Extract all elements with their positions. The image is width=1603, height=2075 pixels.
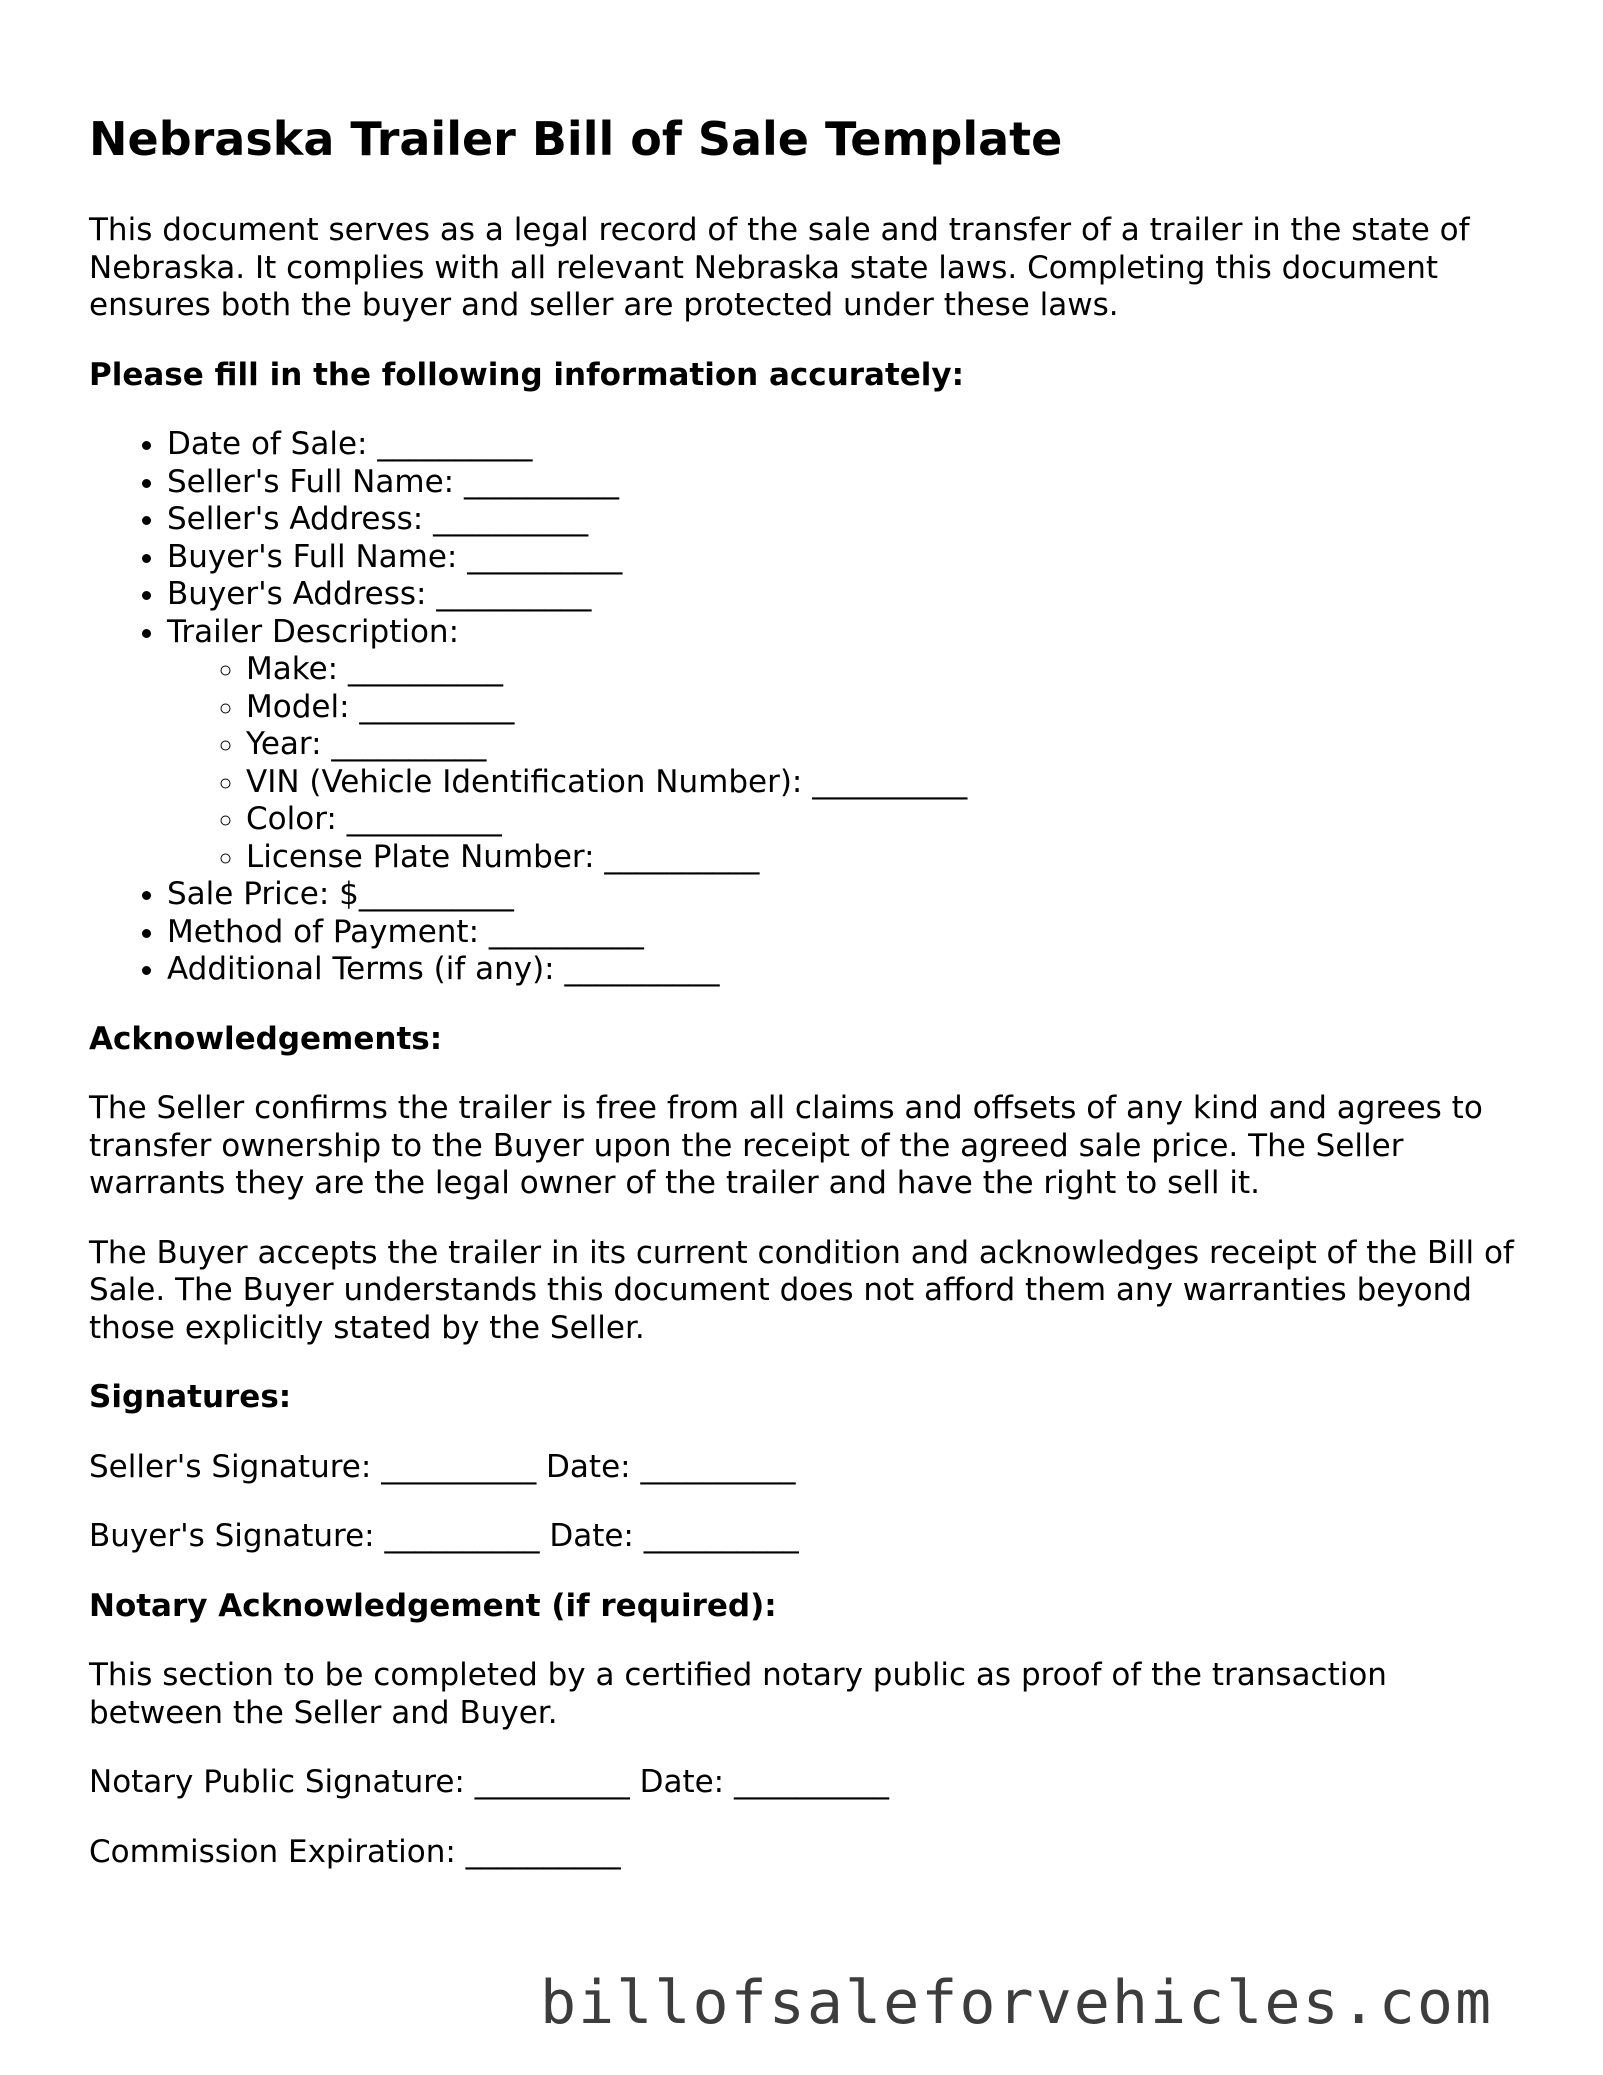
document-title: Nebraska Trailer Bill of Sale Template <box>89 112 1063 166</box>
buyer-acknowledgement: The Buyer accepts the trailer in its current condition and acknowledges receipt of the Bill of Sale. The Buyer understands this document does not afford them any warranties beyond those explicitly stated by the Seller. <box>89 1234 1514 1346</box>
field-seller-address: • Seller's Address: __________ <box>167 501 1529 539</box>
commission-expiration-line: Commission Expiration: __________ <box>89 1833 621 1870</box>
field-sale-price: • Sale Price: $__________ <box>167 876 1529 914</box>
license-plate-blank[interactable]: __________ <box>604 838 760 875</box>
acknowledgements-heading: Acknowledgements: <box>89 1020 443 1057</box>
notary-date-blank[interactable]: __________ <box>733 1764 889 1800</box>
model-blank[interactable]: __________ <box>359 688 515 725</box>
buyer-name-blank[interactable]: __________ <box>467 538 623 575</box>
field-buyer-address: • Buyer's Address: __________ <box>167 576 1529 614</box>
website-watermark: billofsaleforvehicles.com <box>540 1968 1494 2038</box>
date-of-sale-blank[interactable]: __________ <box>377 426 533 462</box>
vin-blank[interactable]: __________ <box>812 763 968 800</box>
buyer-address-blank[interactable]: __________ <box>436 576 592 612</box>
field-license-plate: ◦ License Plate Number: __________ <box>246 839 1529 877</box>
sale-price-blank[interactable]: __________ <box>358 876 514 912</box>
notary-heading: Notary Acknowledgement (if required): <box>89 1587 777 1624</box>
fill-heading: Please fill in the following information accurately: <box>89 356 965 393</box>
buyer-date-blank[interactable]: __________ <box>643 1518 799 1554</box>
seller-name-blank[interactable]: __________ <box>463 463 619 500</box>
payment-method-blank[interactable]: __________ <box>488 913 644 950</box>
field-buyer-name: • Buyer's Full Name: __________ <box>167 539 1529 577</box>
color-blank[interactable]: __________ <box>346 801 502 837</box>
signatures-heading: Signatures: <box>89 1379 292 1415</box>
trailer-description-list <box>167 651 1529 876</box>
year-blank[interactable]: __________ <box>331 726 487 762</box>
field-date-of-sale: • Date of Sale: __________ <box>167 426 1529 464</box>
seller-signature-line: Seller's Signature: __________ Date: __________ <box>89 1448 796 1485</box>
buyer-signature-line: Buyer's Signature: __________ Date: __________ <box>89 1518 799 1554</box>
field-make: ◦ Make: __________ <box>246 651 1529 689</box>
document-page <box>89 104 1529 1903</box>
make-blank[interactable]: __________ <box>347 651 503 687</box>
seller-address-blank[interactable]: __________ <box>433 501 589 537</box>
notary-signature-line: Notary Public Signature: __________ Date: __________ <box>89 1764 889 1800</box>
field-additional-terms: • Additional Terms (if any): __________ <box>167 951 1529 989</box>
seller-signature-blank[interactable]: __________ <box>381 1448 537 1485</box>
field-list <box>89 426 1529 989</box>
field-seller-name: • Seller's Full Name: __________ <box>167 464 1529 502</box>
field-color: ◦ Color: __________ <box>246 801 1529 839</box>
field-payment-method: • Method of Payment: __________ <box>167 914 1529 952</box>
seller-acknowledgement: The Seller confirms the trailer is free from all claims and offsets of any kind and agrees to transfer ownership to the Buyer upon the receipt of the agreed sale price. The Seller warrants they are the legal owner of the trailer and have the right to sell it. <box>89 1090 1483 1201</box>
field-year: ◦ Year: __________ <box>246 726 1529 764</box>
buyer-signature-blank[interactable]: __________ <box>384 1518 540 1554</box>
notary-text: This section to be completed by a certified notary public as proof of the transaction between the Seller and Buyer. <box>89 1657 1387 1731</box>
seller-date-blank[interactable]: __________ <box>640 1448 796 1485</box>
field-model: ◦ Model: __________ <box>246 689 1529 727</box>
notary-signature-blank[interactable]: __________ <box>474 1764 630 1800</box>
field-trailer-description: • Trailer Description: ◦ Make: __________ ◦ Model: __________ ◦ Year: __________ ◦ VIN (Vehicle Identification Number): __________ ◦ Color: __________ ◦ License Plate Number: __________ <box>167 614 1529 877</box>
intro-paragraph: This document serves as a legal record of the sale and transfer of a trailer in the state of Nebraska. It complies with all relevant Nebraska state laws. Completing this document ensures both the buyer and seller are protected under these laws. <box>89 212 1470 323</box>
additional-terms-blank[interactable]: __________ <box>564 951 720 987</box>
field-vin: ◦ VIN (Vehicle Identification Number): __________ <box>246 764 1529 802</box>
commission-expiration-blank[interactable]: __________ <box>465 1833 621 1870</box>
